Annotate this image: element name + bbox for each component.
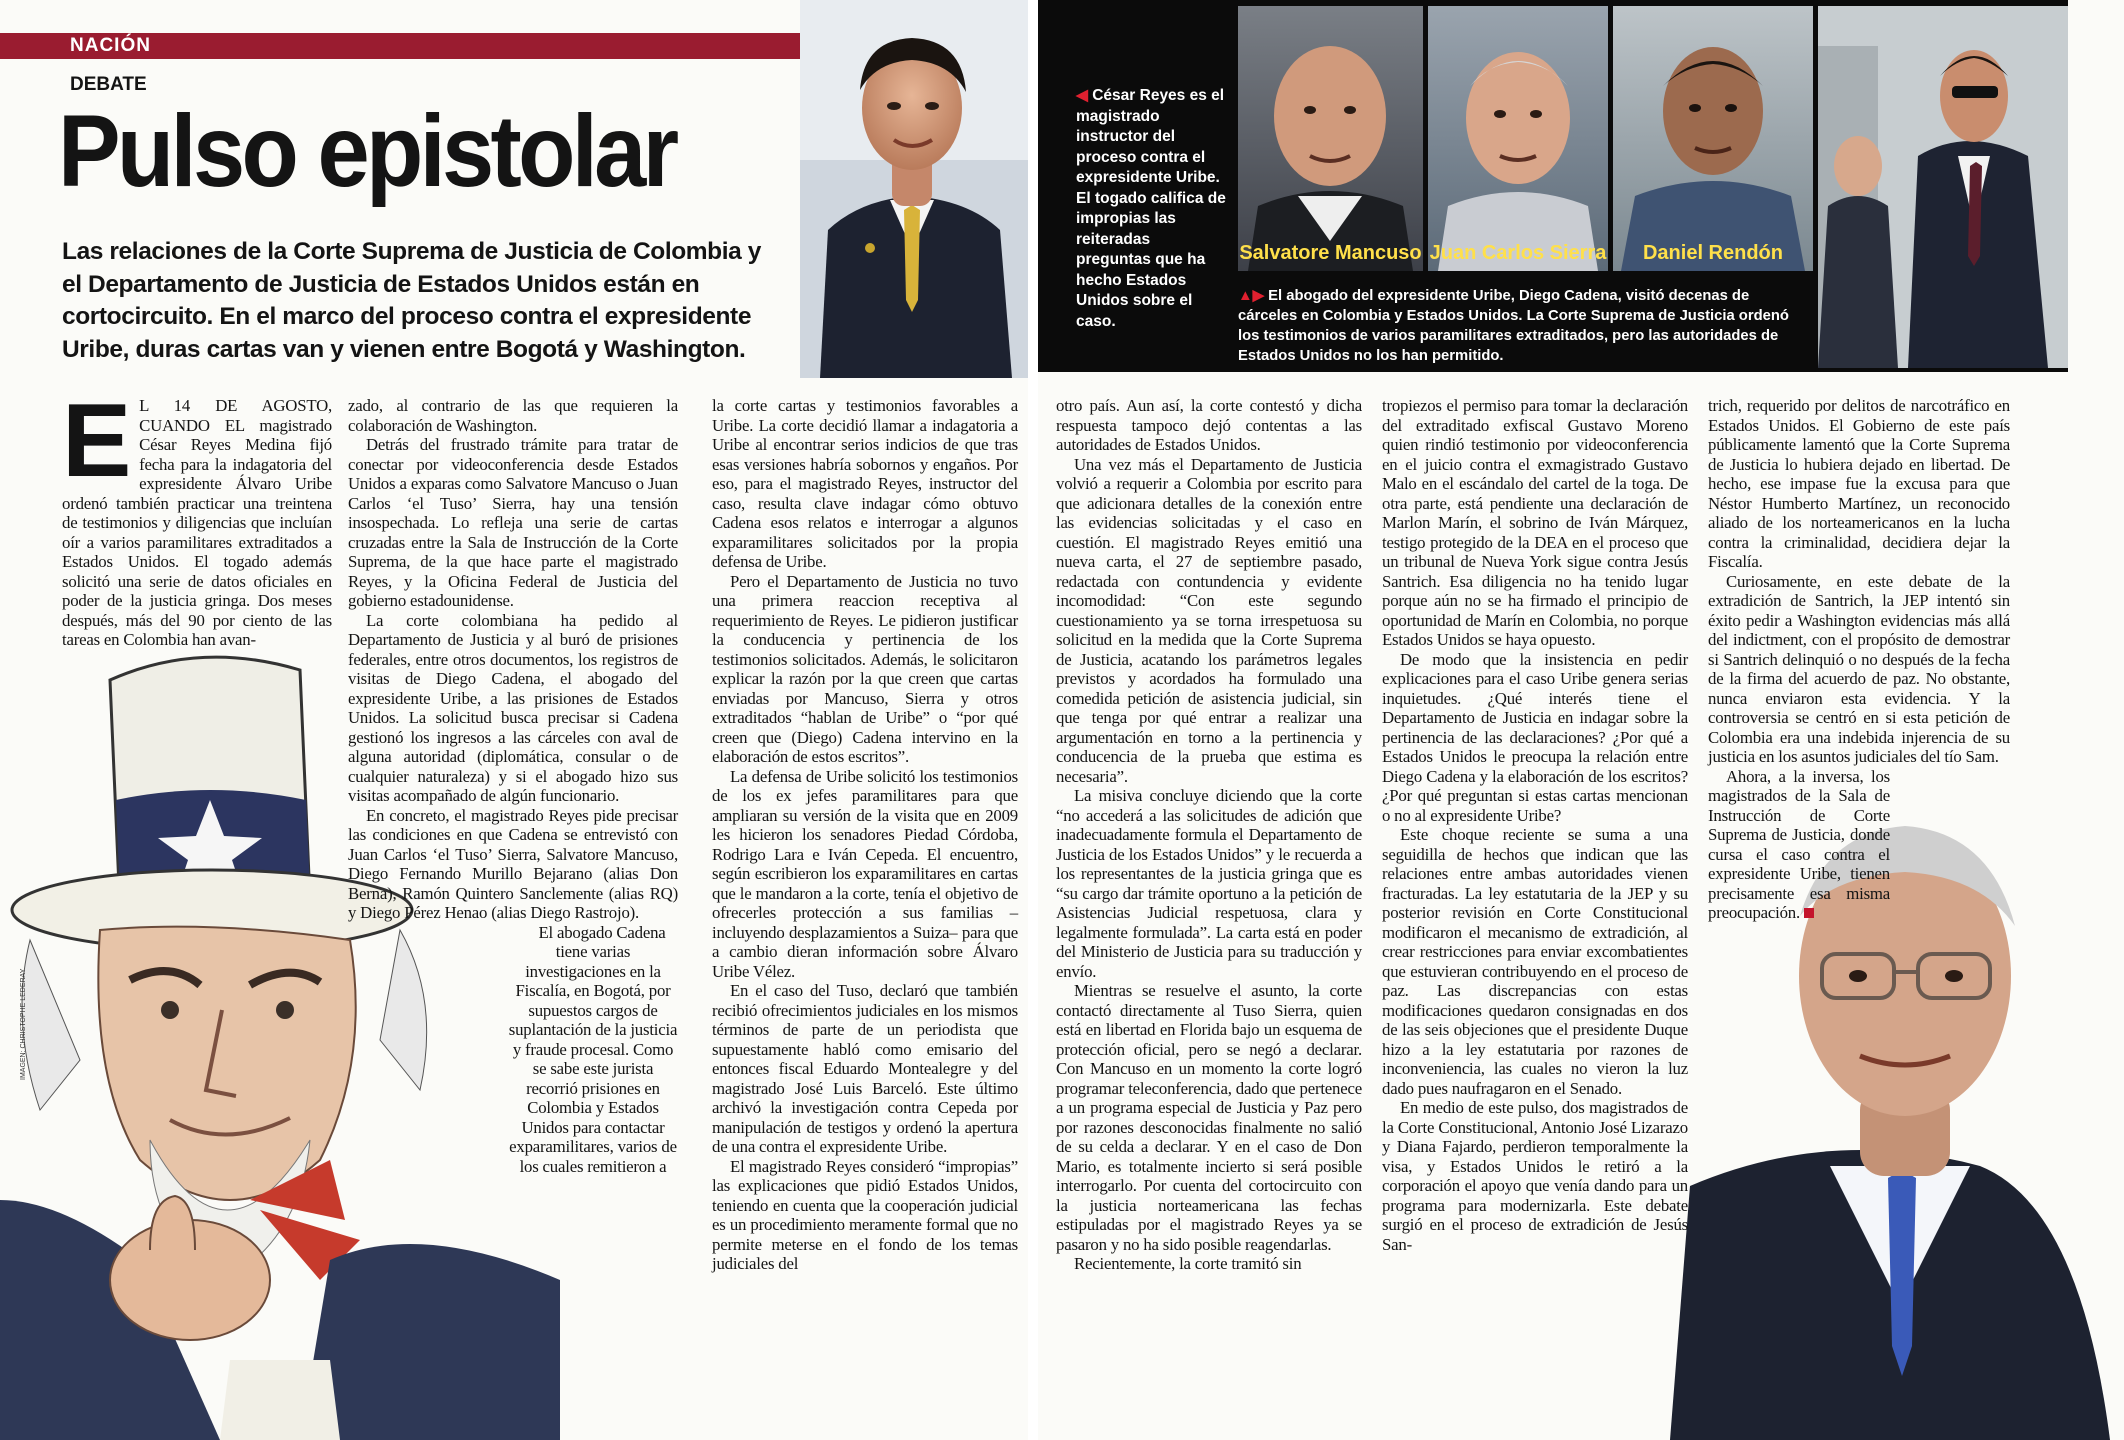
name-caption-sierra: Juan Carlos Sierra	[1429, 242, 1607, 264]
column-2-paragraph-4: En concreto, el magistrado Reyes pide precisar las condiciones en que Cadena se entrevistó con Juan Carlos ‘el Tuso’ Sierra, Salvatore Mancuso, Diego Fernando Murillo Bejarano (alias Don Berna), Ramón Quintero Sanclemente (alias RQ) y Diego Pérez Henao (alias Diego Rastrojo).	[348, 805, 678, 922]
cadena-caption	[1238, 286, 1808, 366]
column-6-paragraph-3-text: Ahora, a la inversa, los magistrados de la Sala de Instrucción de Corte Suprema de Justicia, donde cursa el caso contra el expresidente Uribe, tienen precisamente esa misma preocupación.	[1708, 766, 1890, 922]
right-page	[1038, 0, 2124, 1440]
column-2	[348, 396, 678, 1176]
dropcap: E	[62, 383, 132, 499]
page-gutter	[1028, 0, 1038, 1440]
column-6-paragraph-3	[1708, 767, 2010, 923]
caption-triangle-icon: ▲▶	[1238, 288, 1265, 304]
column-6-paragraph-1: trich, requerido por delitos de narcotráfico en Estados Unidos. El Gobierno de este país públicamente lamentó que la Corte Suprema de Justicia lo hubiera dejado en libertad. De hecho, ese impase fue la excusa para que Néstor Humberto Martínez, un reconocido aliado de los norteamericanos en la lucha contra la criminalidad, decidiera dejar la Fiscalía.	[1708, 396, 2010, 571]
column-3-paragraph-1: la corte cartas y testimonios favorables a Uribe. La corte decidió llamar a indagatoria a Uribe al encontrar serios indicios de que tras esas versiones habría sobornos y engaños. Por eso, para el magistrado Reyes, instructor del caso, resulta clave indagar cómo obtuvo Cadena esos relatos e interrogar a algunos exparamilitares solicitados por la propia defensa de Uribe.	[712, 396, 1018, 571]
column-4-paragraph-4: Mientras se resuelve el asunto, la corte contactó directamente al Tuso Sierra, quien está en libertad en Florida bajo un esquema de protección oficial, pero se negó a declarar. Con Mancuso en un momento la corte logró programar teleconferencia, dado que pertenece a un programa especial de Justicia y Paz pero por razones desconocidas finalmente no salió de su celda a declarar. Y en el caso de Don Mario, es totalmente incierto si será posible interrogarlo. Por cuenta del cortocircuito con la justicia norteamericana las fechas estipuladas por el magistrado Reyes ya se pasaron y no ha sido posible reagendarlas.	[1056, 981, 1362, 1254]
column-5-paragraph-4: En medio de este pulso, dos magistrados de la Corte Constitucional, Antonio José Lizarazo y Diana Fajardo, perdieron temporalmente la visa, y Estados Unidos le retiró a la corporación el apoyo que venía dando para un programa para modernizarla. Este debate surgió en el proceso de extradición de Jesús San-	[1382, 1098, 1688, 1254]
column-1-paragraph-1: L 14 DE AGOSTO, CUANDO EL magistrado César Reyes Medina fijó fecha para la indagatoria del expresidente Álvaro Uribe ordenó también practicar una treintena de testimonios y diligencias que incluían oír a varios paramilitares extraditados a Estados Unidos. El togado además solicitó una serie de datos oficiales en poder de la justicia gringa. Dos meses después, más del 90 por ciento de las tareas en Colombia han avan-	[62, 396, 332, 649]
column-4-paragraph-5: Recientemente, la corte tramitó sin	[1074, 1254, 1302, 1273]
cesar-reyes-photo	[800, 0, 1028, 378]
section-label: NACIÓN	[70, 35, 151, 56]
column-6-paragraph-2: Curiosamente, en este debate de la extradición de Santrich, la JEP intentó sin éxito pedir a Washington evidencias más allá del indictment, con el propósito de demostrar si Santrich delinquió o no después de la fecha de la firma del acuerdo de paz. No obstante, nunca enviaron esta evidencia. Y la controversia se centró en si esta petición de Colombia era una indebida injerencia de su justicia en los asuntos judiciales del tío Sam.	[1708, 571, 2010, 766]
column-5-paragraph-2: De modo que la insistencia en pedir explicaciones para el caso Uribe genera serias inquietudes. ¿Qué interés tiene el Departamento de Justicia en indagar sobre la pertinencia de las declaraciones? ¿Por qué a Estados Unidos le preocupa la relación entre Diego Cadena y la elaboración de los escritos? ¿Por qué preguntan si estas cartas mencionan o no al expresidente Uribe?	[1382, 649, 1688, 825]
left-page	[0, 0, 1028, 1440]
column-3-paragraph-3: La defensa de Uribe solicitó los testimonios de los ex jefes paramilitares para que ampliaran su versión de la visita que en 2009 les hicieron los senadores Piedad Córdoba, Rodrigo Lara e Iván Cepeda. El encuentro, según escribieron los exparamilitares en cartas que le mandaron a la corte, tenía el objetivo de ofrecerles protección a sus familias –incluyendo desplazamientos a Suiza– para que a cambio dieran información sobre Álvaro Uribe Vélez.	[712, 766, 1018, 981]
end-mark-icon	[1804, 908, 1814, 918]
column-1	[62, 383, 332, 650]
lede: Las relaciones de la Corte Suprema de Justicia de Colombia y el Departamento de Justicia de Estados Unidos están en cortocircuito. En el marco del proceso contra el expresidente Uribe, duras cartas van y vienen entre Bogotá y Washington.	[62, 238, 762, 363]
cesar-reyes-illustration	[800, 0, 1028, 378]
column-5-paragraph-1: tropiezos el permiso para tomar la declaración del extraditado exfiscal Gustavo Moreno quien rindió testimonio por videoconferencia en el juicio contra el exmagistrado Gustavo Malo en el escándalo del cartel de la toga. De otra parte, está pendiente una declaración de Marlon Marín, el sobrino de Iván Márquez, testigo protegido de la DEA en el proceso que un tribunal de Nueva York sigue contra Jesús Santrich. Esa diligencia no ha tenido lugar porque aún no se ha firmado el principio de oportunidad de Marín en Colombia, no porque Estados Unidos se haya opuesto.	[1382, 396, 1688, 649]
photo-strip	[1038, 0, 2068, 372]
column-2-paragraph-3: La corte colombiana ha pedido al Departamento de Justicia y al buró de prisiones federales, entre otros documentos, los registros de visitas de Diego Cadena, el abogado del expresidente Uribe, a las prisiones de Estados Unidos. La solicitud busca precisar si Cadena gestionó los ingresos a las cárceles con aval de alguna autoridad (diplomática, consular o de cualquier naturaleza) y si el abogado hizo sus visitas acompañado de algún funcionario.	[348, 610, 678, 805]
column-3	[712, 396, 1018, 1274]
column-4-paragraph-2: Una vez más el Departamento de Justicia volvió a requerir a Colombia por escrito para que adicionara detalles de la conexión entre las evidencias solicitadas y el caso en cuestión. El magistrado Reyes emitió una nueva carta, el 27 de septiembre pasado, redactada con contundencia y evidente incomodidad: “Con este segundo cuestionamiento ya se torna irrespetuosa su solicitud en la medida que la Corte Suprema de Justicia, acatando los parámetros legales previstos y acordados ha formulado una comedida petición de asistencia judicial, sin que tenga por qué entrar a realizar una argumentación en torno a la pertinencia y conducencia de la prueba que estima es necesaria”.	[1056, 454, 1362, 786]
reyes-side-caption	[1076, 86, 1226, 332]
sierra-photo	[1428, 6, 1608, 271]
photo-credit: IMAGEN: CHRISTOPHE LEDERAY	[20, 968, 27, 1080]
column-4-paragraph-1: otro país. Aun así, la corte contestó y dicha respuesta tampoco dejó contentas a las autoridades de Estados Unidos.	[1056, 396, 1362, 454]
name-caption-rendon: Daniel Rendón	[1642, 242, 1783, 264]
bottom-caption-text: El abogado del expresidente Uribe, Diego Cadena, visitó decenas de cárceles en Colombia y Estados Unidos. La Corte Suprema de Justicia ordenó los testimonios de varios paramilitares extraditados, pero las autoridades de Estados Unidos no los han permitido.	[1238, 288, 1789, 364]
cadena-photo	[1818, 6, 2068, 368]
rendon-photo	[1613, 6, 1813, 271]
column-3-paragraph-4: En el caso del Tuso, declaró que también recibió ofrecimientos judiciales en los mismos términos de parte de un periodista que supuestamente habló como emisario del entonces fiscal Eduardo Montealegre y del magistrado José Luis Barceló. Este último archivó la investigación contra Cepeda por manipulación de testigos y ordenó la apertura de una contra el expresidente Uribe.	[712, 981, 1018, 1156]
column-6	[1708, 396, 2010, 923]
headline: Pulso epistolar	[58, 94, 676, 208]
column-2-paragraph-1: zado, al contrario de las que requieren la colaboración de Washington.	[348, 396, 678, 435]
kicker: DEBATE	[70, 74, 147, 95]
column-5	[1382, 396, 1688, 1254]
name-caption-mancuso: Salvatore Mancuso	[1239, 242, 1422, 264]
mancuso-photo	[1238, 6, 1423, 271]
column-3-paragraph-2: Pero el Departamento de Justicia no tuvo una primera reaccion receptiva al requerimiento de Reyes. Le pidieron justificar la conducencia y pertinencia de los testimonios solicitados. Además, le solicitaron explicar la razón por la que creen que cartas enviadas por Mancuso, Sierra y otros extraditados “hablan de Uribe” o “por qué creen que (Diego) Cadena intervino en la elaboración de estos escritos”.	[712, 571, 1018, 766]
column-4	[1056, 396, 1362, 1274]
column-2-paragraph-5: El abogado Cadena tiene varias investigaciones en la Fiscalía, en Bogotá, por supuestos cargos de suplantación de la justicia y fraude procesal. Como se sabe este jurista recorrió prisiones en Colombia y Estados Unidos para contactar exparamilitares, varios de los cuales remitieron a	[508, 922, 678, 1176]
section-bar	[0, 33, 800, 59]
caption-arrow-icon: ◀	[1076, 87, 1088, 104]
column-4-paragraph-3: La misiva concluye diciendo que la corte “no accederá a las solicitudes de adición que inadecuadamente formula el Departamento de Justicia de los Estados Unidos” y le recuerda a los representantes de la justicia gringa que es “su cargo dar trámite oportuno a la petición de Asistencias Judicial respetuosa, clara y legalmente formulada”. La carta está en poder del Ministerio de Justicia para su traducción y envío.	[1056, 786, 1362, 981]
column-2-paragraph-2: Detrás del frustrado trámite para tratar de conectar por videoconferencia desde Estados Unidos a exparas como Salvatore Mancuso o Juan Carlos ‘el Tuso’ Sierra, hay una tensión insospechada. Lo refleja una serie de cartas cruzadas entre la Sala de Instrucción de la Corte Suprema, de la que hace parte el magistrado Reyes, y la Oficina Federal de Justicia del gobierno estadounidense.	[348, 435, 678, 610]
column-5-paragraph-3: Este choque reciente se suma a una seguidilla de hechos que indican que las relaciones entre ambas autoridades vienen fracturadas. La ley estatutaria de la JEP y su posterior revisión en Corte Constitucional modificaron el mecanismo de extradición, al crear restricciones para enviar excombatientes que estuvieran contribuyendo en el proceso de paz. Las discrepancias con estas modificaciones quedaron consignadas en dos de las seis objeciones que el presidente Duque hizo a la ley estatutaria por razones de inconveniencia, las cuales no vieron la luz dado pues naufragaron en el Senado.	[1382, 825, 1688, 1098]
column-3-paragraph-5: El magistrado Reyes consideró “impropias” las explicaciones que pidió Estados Unidos, teniendo en cuenta que la cooperación judicial es un procedimiento meramente formal que no permite meterse en el fondo de los temas judiciales del	[712, 1156, 1018, 1273]
side-caption-text: César Reyes es el magistrado instructor del proceso contra el expresidente Uribe. El togado califica de impropias las reiteradas preguntas que ha hecho Estados Unidos sobre el caso.	[1076, 87, 1226, 330]
